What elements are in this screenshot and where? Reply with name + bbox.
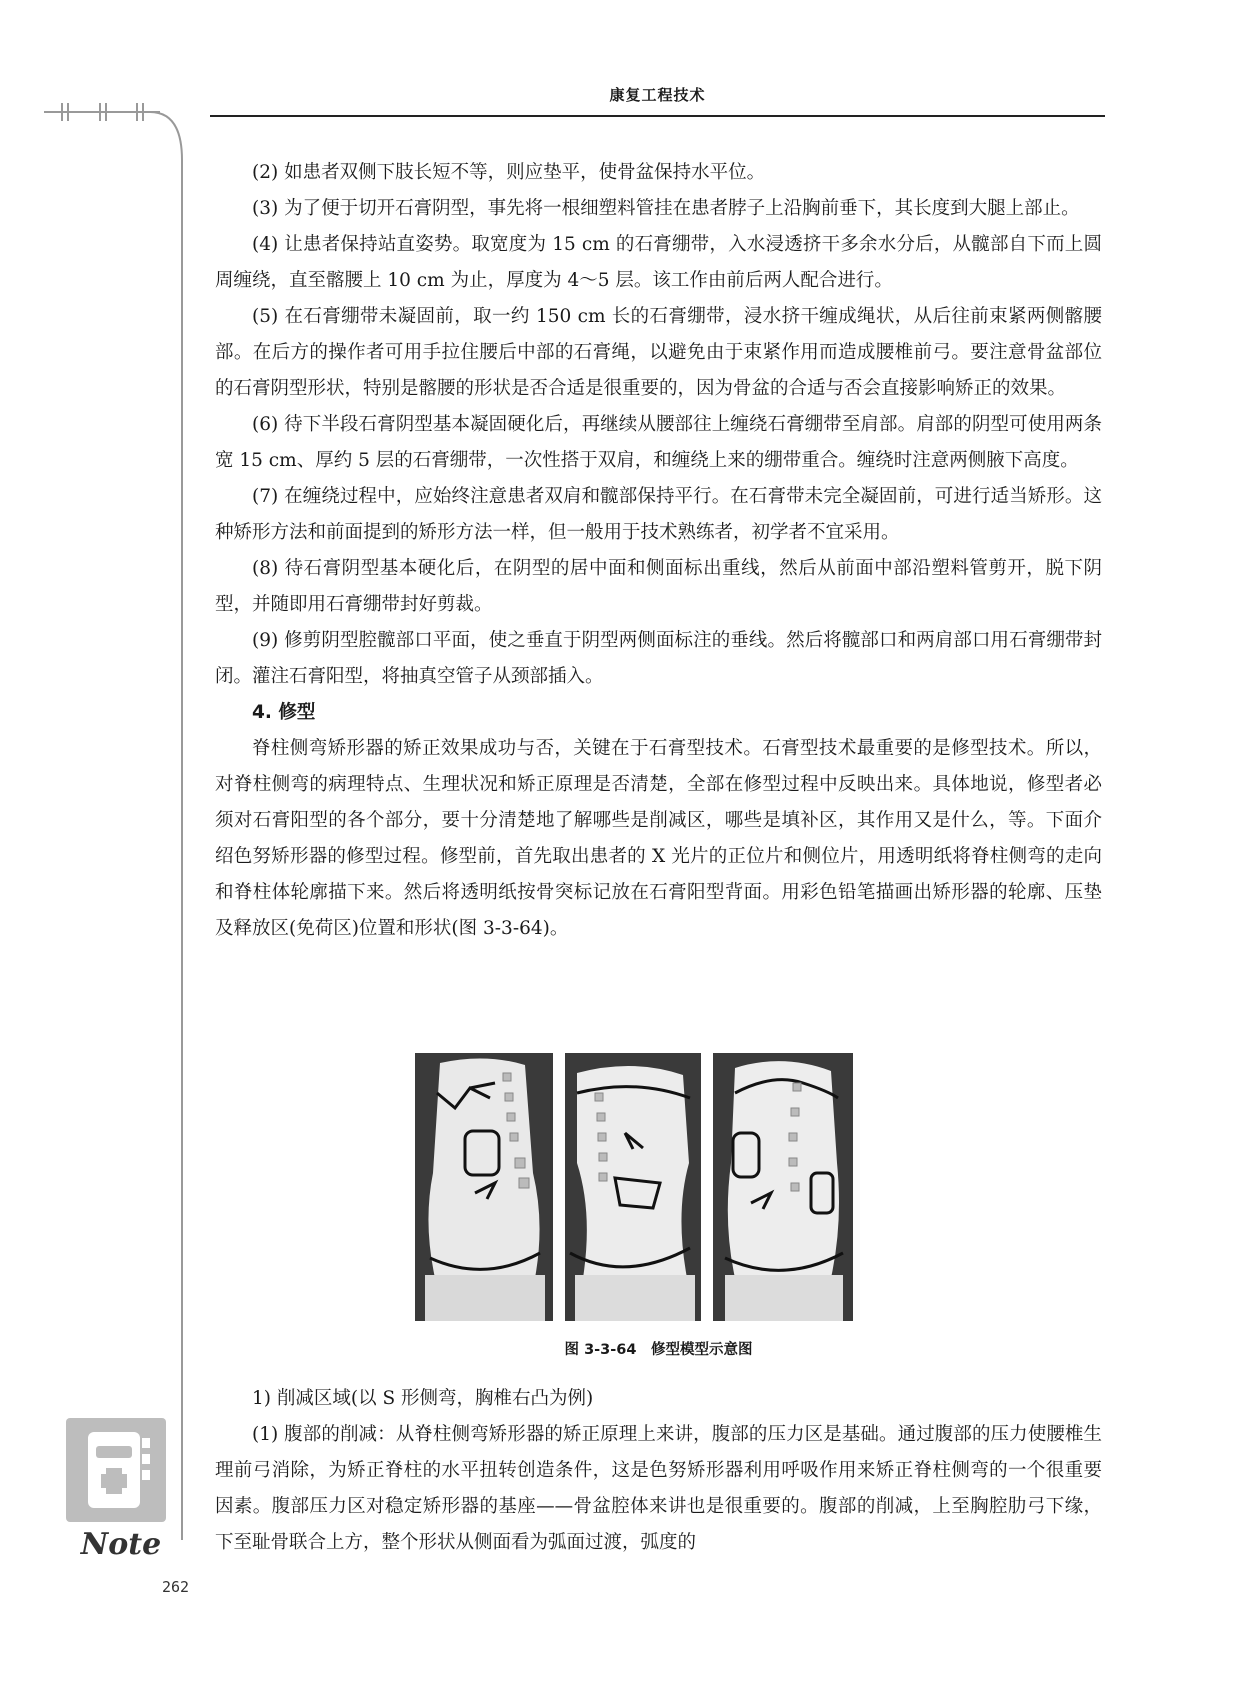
figure-caption: 图 3-3-64 修型模型示意图 <box>564 1342 753 1358</box>
margin-decoration <box>0 0 220 1560</box>
list-item-8: (8) 待石膏阴型基本硬化后，在阴型的居中面和侧面标出重线，然后从前面中部沿塑料管剪开，脱下阴型，并随即用石膏绷带封好剪裁。 <box>215 558 1102 615</box>
list-item-5: (5) 在石膏绷带未凝固前，取一约 150 cm 长的石膏绷带，浸水挤干缠成绳状，从后往前束紧两侧髂腰部。在后方的操作者可用手拉住腰后中部的石膏绳，以避免由于束紧作用而造成腰椎前弓。要注意骨盆部位的石膏阴型形状，特别是髂腰的形状是否合适是很重要的，因为骨盆的合适与否会直接影响矫正的效果。 <box>215 306 1102 399</box>
header-rule <box>210 115 1105 117</box>
list-item-6: (6) 待下半段石膏阴型基本凝固硬化后，再继续从腰部往上缠绕石膏绷带至肩部。肩部的阴型可使用两条宽 15 cm、厚约 5 层的石膏绷带，一次性搭于双肩，和缠绕上来的绷带重合。缠绕时注意两侧腋下高度。 <box>215 414 1102 471</box>
note-icon <box>66 1418 166 1522</box>
list-item-9: (9) 修剪阴型腔髋部口平面，使之垂直于阴型两侧面标注的垂线。然后将髋部口和两肩部口用石膏绷带封闭。灌注石膏阳型，将抽真空管子从颈部插入。 <box>215 630 1102 687</box>
list-item-3: (3) 为了便于切开石膏阴型，事先将一根细塑料管挂在患者脖子上沿胸前垂下，其长度到大腿上部止。 <box>252 198 1080 219</box>
list-item-4: (4) 让患者保持站直姿势。取宽度为 15 cm 的石膏绷带，入水浸透挤干多余水分后，从髋部自下而上圆周缠绕，直至髂腰上 10 cm 为止，厚度为 4～5 层。该工作由前后两人配合进行。 <box>215 234 1102 291</box>
section-paragraph: 脊柱侧弯矫形器的矫正效果成功与否，关键在于石膏型技术。石膏型技术最重要的是修型技术。所以，对脊柱侧弯的病理特点、生理状况和矫正原理是否清楚，全部在修型过程中反映出来。具体地说，修型者必须对石膏阳型的各个部分，要十分清楚地了解哪些是削减区，哪些是填补区，其作用又是什么，等。下面介绍色努矫形器的修型过程。修型前，首先取出患者的 X 光片的正位片和侧位片，用透明纸将脊柱侧弯的走向和脊柱体轮廓描下来。然后将透明纸按骨突标记放在石膏阳型背面。用彩色铅笔描画出矫形器的轮廓、压垫及释放区(免荷区)位置和形状(图 3-3-64)。 <box>215 738 1102 939</box>
list-item-2: (2) 如患者双侧下肢长短不等，则应垫平，使骨盆保持水平位。 <box>252 162 766 183</box>
model-photo-2 <box>565 1053 701 1321</box>
running-header: 康复工程技术 <box>609 86 706 104</box>
figure-3-3-64 <box>415 1053 905 1323</box>
main-text <box>215 155 1102 947</box>
model-photo-1 <box>415 1053 553 1321</box>
page-number: 262 <box>162 1578 190 1596</box>
main-text-continued <box>215 1381 1102 1561</box>
list-item-7: (7) 在缠绕过程中，应始终注意患者双肩和髋部保持平行。在石膏带未完全凝固前，可进行适当矫形。这种矫形方法和前面提到的矫形方法一样，但一般用于技术熟练者，初学者不宜采用。 <box>215 486 1102 543</box>
subsection-heading: 1) 削减区域(以 S 形侧弯，胸椎右凸为例) <box>252 1388 594 1409</box>
note-label: Note <box>80 1527 162 1562</box>
model-photo-3 <box>713 1053 853 1321</box>
section-heading: 4. 修型 <box>252 702 316 723</box>
abdomen-reduction-paragraph: (1) 腹部的削减：从脊柱侧弯矫形器的矫正原理上来讲，腹部的压力区是基础。通过腹部的压力使腰椎生理前弓消除，为矫正脊柱的水平扭转创造条件，这是色努矫形器利用呼吸作用来矫正脊柱侧弯的一个很重要因素。腹部压力区对稳定矫形器的基座——骨盆腔体来讲也是很重要的。腹部的削减，上至胸腔肋弓下缘，下至耻骨联合上方，整个形状从侧面看为弧面过渡，弧度的 <box>215 1424 1102 1553</box>
